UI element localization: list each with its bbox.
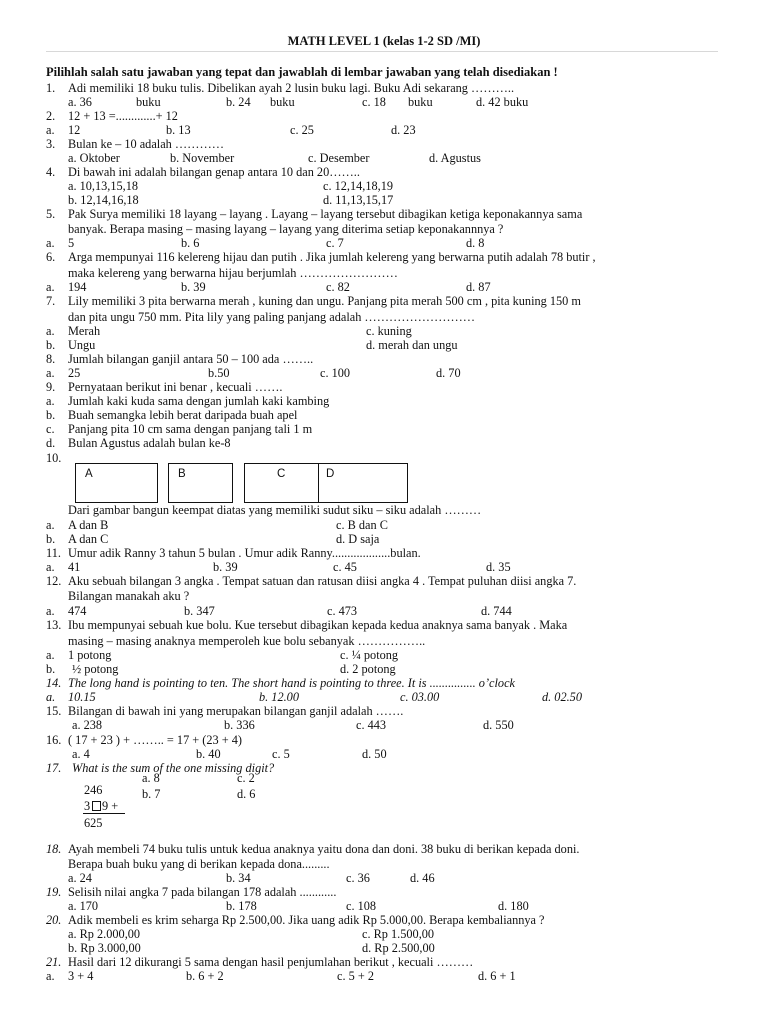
q21-option-b: b. 6 + 2 (186, 969, 224, 983)
q5-text-line2: banyak. Berapa masing – masing layang – layang yang diterima setiap keponakannnya ? (68, 222, 504, 236)
q18-number: 18. (46, 842, 62, 856)
q10-number: 10. (46, 451, 62, 465)
addition-sum-line (83, 813, 125, 814)
q21-option-c: c. 5 + 2 (337, 969, 374, 983)
q18-option-b: b. 34 (226, 871, 251, 885)
q1-text: Adi memiliki 18 buku tulis. Dibelikan ayah 2 lusin buku lagi. Buku Adi sekarang ……….. (68, 81, 515, 95)
q11-option-b: b. 39 (213, 560, 238, 574)
q14-option-a-value: 10.15 (68, 690, 96, 704)
q8-option-c: c. 100 (320, 366, 351, 380)
q9-option-d: d. (46, 436, 56, 450)
q8-option-a: a. (46, 366, 55, 380)
q13-option-b-value: ½ potong (72, 662, 119, 676)
missing-digit-box (92, 801, 101, 811)
q4-option-d: d. 11,13,15,17 (323, 193, 394, 207)
q20-option-a: a. Rp 2.000,00 (68, 927, 141, 941)
q7-option-b-value: Ungu (68, 338, 96, 352)
q15-option-a: a. 238 (72, 718, 103, 732)
q12-option-b: b. 347 (184, 604, 215, 618)
q20-option-c: c. Rp 1.500,00 (362, 927, 435, 941)
q7-option-b: b. (46, 338, 56, 352)
q1-option-c-unit: buku (408, 95, 433, 109)
q15-option-b: b. 336 (224, 718, 255, 732)
q11-option-d: d. 35 (486, 560, 511, 574)
q15-number: 15. (46, 704, 62, 718)
q12-option-c: c. 473 (327, 604, 358, 618)
q15-option-d: d. 550 (483, 718, 514, 732)
addition-second-number-hundreds: 3 (84, 799, 91, 813)
q2-option-d: d. 23 (391, 123, 416, 137)
q3-option-a: a. Oktober (68, 151, 120, 165)
q5-option-d: d. 8 (466, 236, 485, 250)
q9-option-c-value: Panjang pita 10 cm sama dengan panjang tali 1 m (68, 422, 313, 436)
q4-number: 4. (46, 165, 56, 179)
q19-text: Selisih nilai angka 7 pada bilangan 178 adalah ............ (68, 885, 337, 899)
q16-option-a: a. 4 (72, 747, 90, 761)
q4-option-c: c. 12,14,18,19 (323, 179, 394, 193)
q12-text: Aku sebuah bilangan 3 angka . Tempat satuan dan ratusan diisi angka 4 . Tempat puluhan diisi angka 7. (68, 574, 577, 588)
q9-option-b-value: Buah semangka lebih berat daripada buah apel (68, 408, 298, 422)
q21-text: Hasil dari 12 dikurangi 5 sama dengan hasil penjumlahan berikut , kecuali ……… (68, 955, 474, 969)
q13-option-b: b. (46, 662, 56, 676)
q1-number: 1. (46, 81, 56, 95)
q18-option-d: d. 46 (410, 871, 435, 885)
q6-option-d: d. 87 (466, 280, 491, 294)
q8-option-b: b.50 (208, 366, 230, 380)
q18-option-c: c. 36 (346, 871, 370, 885)
q20-option-b: b. Rp 3.000,00 (68, 941, 141, 955)
q19-option-b: b. 178 (226, 899, 257, 913)
q13-option-c: c. ¼ potong (340, 648, 399, 662)
q16-option-d: d. 50 (362, 747, 387, 761)
q18-option-a: a. 24 (68, 871, 92, 885)
q17-option-c: c. 2 (237, 771, 255, 785)
q5-option-a-value: 5 (68, 236, 75, 250)
q10-option-b-value: A dan C (68, 532, 109, 546)
q15-text: Bilangan di bawah ini yang merupakan bilangan ganjil adalah ……. (68, 704, 404, 718)
q13-number: 13. (46, 618, 62, 632)
q1-option-d: d. 42 buku (476, 95, 529, 109)
q4-text: Di bawah ini adalah bilangan genap antara 10 dan 20…….. (68, 165, 360, 179)
q5-text: Pak Surya memiliki 18 layang – layang . Layang – layang tersebut dibagikan ketiga keponakannya sama (68, 207, 583, 221)
q20-option-d: d. Rp 2.500,00 (362, 941, 435, 955)
q3-number: 3. (46, 137, 56, 151)
q5-option-c: c. 7 (326, 236, 344, 250)
q11-text: Umur adik Ranny 3 tahun 5 bulan . Umur adik Ranny...................bulan. (68, 546, 421, 560)
q16-number: 16. (46, 733, 62, 747)
q17-option-d: d. 6 (237, 787, 256, 801)
q2-option-c: c. 25 (290, 123, 314, 137)
q10-text: Dari gambar bangun keempat diatas yang memiliki sudut siku – siku adalah ……… (68, 503, 482, 517)
q20-number: 20. (46, 913, 62, 927)
title-divider (46, 51, 718, 52)
q13-option-d: d. 2 potong (340, 662, 396, 676)
q13-text-line2: masing – masing anaknya memperoleh kue bolu sebanyak …………….. (68, 634, 426, 648)
q9-number: 9. (46, 380, 56, 394)
q6-option-b: b. 39 (181, 280, 206, 294)
q2-option-a: a. (46, 123, 55, 137)
q12-option-d: d. 744 (481, 604, 512, 618)
q8-option-a-value: 25 (68, 366, 81, 380)
q6-text: Arga mempunyai 116 kelereng hijau dan putih . Jika jumlah kelereng yang berwarna putih adalah 78 butir , (68, 250, 596, 264)
q10-option-a-value: A dan B (68, 518, 109, 532)
q16-option-b: b. 40 (196, 747, 221, 761)
q7-option-a-value: Merah (68, 324, 101, 338)
q7-option-a: a. (46, 324, 55, 338)
q14-option-c: c. 03.00 (400, 690, 440, 704)
q5-option-a: a. (46, 236, 55, 250)
q16-text: ( 17 + 23 ) + …….. = 17 + (23 + 4) (68, 733, 243, 747)
addition-result: 625 (84, 816, 103, 830)
q17-option-b: b. 7 (142, 787, 161, 801)
q6-number: 6. (46, 250, 56, 264)
q7-text: Lily memiliki 3 pita berwarna merah , kuning dan ungu. Panjang pita merah 500 cm , pita kuning 150 m (68, 294, 581, 308)
q3-option-d: d. Agustus (429, 151, 481, 165)
q14-option-d: d. 02.50 (542, 690, 582, 704)
q21-option-d: d. 6 + 1 (478, 969, 516, 983)
q9-option-a-value: Jumlah kaki kuda sama dengan jumlah kaki kambing (68, 394, 330, 408)
q5-option-b: b. 6 (181, 236, 200, 250)
q9-option-a: a. (46, 394, 55, 408)
page-title: MATH LEVEL 1 (kelas 1-2 SD /MI) (287, 34, 481, 48)
q17-number: 17. (46, 761, 62, 775)
q1-option-c: c. 18 (362, 95, 386, 109)
q2-option-b: b. 13 (166, 123, 191, 137)
q21-option-a-value: 3 + 4 (68, 969, 94, 983)
q12-option-a: a. (46, 604, 55, 618)
q18-text: Ayah membeli 74 buku tulis untuk kedua anaknya yaitu dona dan doni. 38 buku di berikan kepada doni. (68, 842, 580, 856)
q21-number: 21. (46, 955, 62, 969)
q14-option-b: b. 12.00 (259, 690, 299, 704)
q6-option-a-value: 194 (68, 280, 87, 294)
q11-number: 11. (46, 546, 61, 560)
q9-option-d-value: Bulan Agustus adalah bulan ke-8 (68, 436, 231, 450)
q12-option-a-value: 474 (68, 604, 87, 618)
q3-text: Bulan ke – 10 adalah ………… (68, 137, 225, 151)
addition-top-number: 246 (84, 783, 103, 797)
q14-text: The long hand is pointing to ten. The short hand is pointing to three. It is ............... o’clock (68, 676, 515, 690)
q12-text-line2: Bilangan manakah aku ? (68, 589, 190, 603)
q7-text-line2: dan pita ungu 750 mm. Pita lily yang paling panjang adalah ……………………… (68, 310, 476, 324)
q11-option-a-value: 41 (68, 560, 81, 574)
q10-option-b: b. (46, 532, 56, 546)
q17-option-a: a. 8 (142, 771, 160, 785)
q10-option-c: c. B dan C (336, 518, 388, 532)
shape-a-label: A (85, 468, 93, 480)
q3-option-c: c. Desember (308, 151, 370, 165)
q5-number: 5. (46, 207, 56, 221)
q2-text: 12 + 13 =.............+ 12 (68, 109, 178, 123)
q19-option-a: a. 170 (68, 899, 99, 913)
q11-option-c: c. 45 (333, 560, 357, 574)
q10-option-a: a. (46, 518, 55, 532)
q8-text: Jumlah bilangan ganjil antara 50 – 100 ada …….. (68, 352, 314, 366)
q8-number: 8. (46, 352, 56, 366)
q15-option-c: c. 443 (356, 718, 387, 732)
q6-option-c: c. 82 (326, 280, 350, 294)
q21-option-a: a. (46, 969, 55, 983)
q6-text-line2: maka kelereng yang berwarna hijau berjumlah …………………… (68, 266, 398, 280)
q1-option-a-unit: buku (136, 95, 161, 109)
q12-number: 12. (46, 574, 62, 588)
q13-option-a: a. (46, 648, 55, 662)
q18-text-line2: Berapa buah buku yang di berikan kepada dona......... (68, 857, 330, 871)
addition-second-number-rest: 9 + (102, 799, 119, 813)
q6-option-a: a. (46, 280, 55, 294)
q8-option-d: d. 70 (436, 366, 461, 380)
q13-option-a-value: 1 potong (68, 648, 112, 662)
q7-option-c: c. kuning (366, 324, 412, 338)
q17-text: What is the sum of the one missing digit? (72, 761, 275, 775)
q13-text: Ibu mempunyai sebuah kue bolu. Kue tersebut dibagikan kepada kedua anaknya sama banyak . Maka (68, 618, 568, 632)
q2-number: 2. (46, 109, 56, 123)
q14-number: 14. (46, 676, 62, 690)
q19-number: 19. (46, 885, 62, 899)
q7-number: 7. (46, 294, 56, 308)
q9-option-b: b. (46, 408, 56, 422)
q19-option-c: c. 108 (346, 899, 377, 913)
q4-option-b: b. 12,14,16,18 (68, 193, 139, 207)
q4-option-a: a. 10,13,15,18 (68, 179, 139, 193)
q11-option-a: a. (46, 560, 55, 574)
q14-option-a: a. (46, 690, 56, 704)
q1-option-a: a. 36 (68, 95, 92, 109)
q10-option-d: d. D saja (336, 532, 380, 546)
q19-option-d: d. 180 (498, 899, 529, 913)
q1-option-b: b. 24 (226, 95, 251, 109)
shape-c-label: C (277, 468, 286, 480)
shape-b-label: B (178, 468, 186, 480)
q9-option-c: c. (46, 422, 55, 436)
q16-option-c: c. 5 (272, 747, 290, 761)
q7-option-d: d. merah dan ungu (366, 338, 458, 352)
q9-text: Pernyataan berikut ini benar , kecuali ……. (68, 380, 283, 394)
shape-d-label: D (326, 468, 335, 480)
q3-option-b: b. November (170, 151, 235, 165)
instruction: Pilihlah salah satu jawaban yang tepat dan jawablah di lembar jawaban yang telah disediakan ! (46, 65, 558, 79)
q2-option-a-value: 12 (68, 123, 81, 137)
q20-text: Adik membeli es krim seharga Rp 2.500,00. Jika uang adik Rp 5.000,00. Berapa kembaliannya ? (68, 913, 545, 927)
q1-option-b-unit: buku (270, 95, 295, 109)
